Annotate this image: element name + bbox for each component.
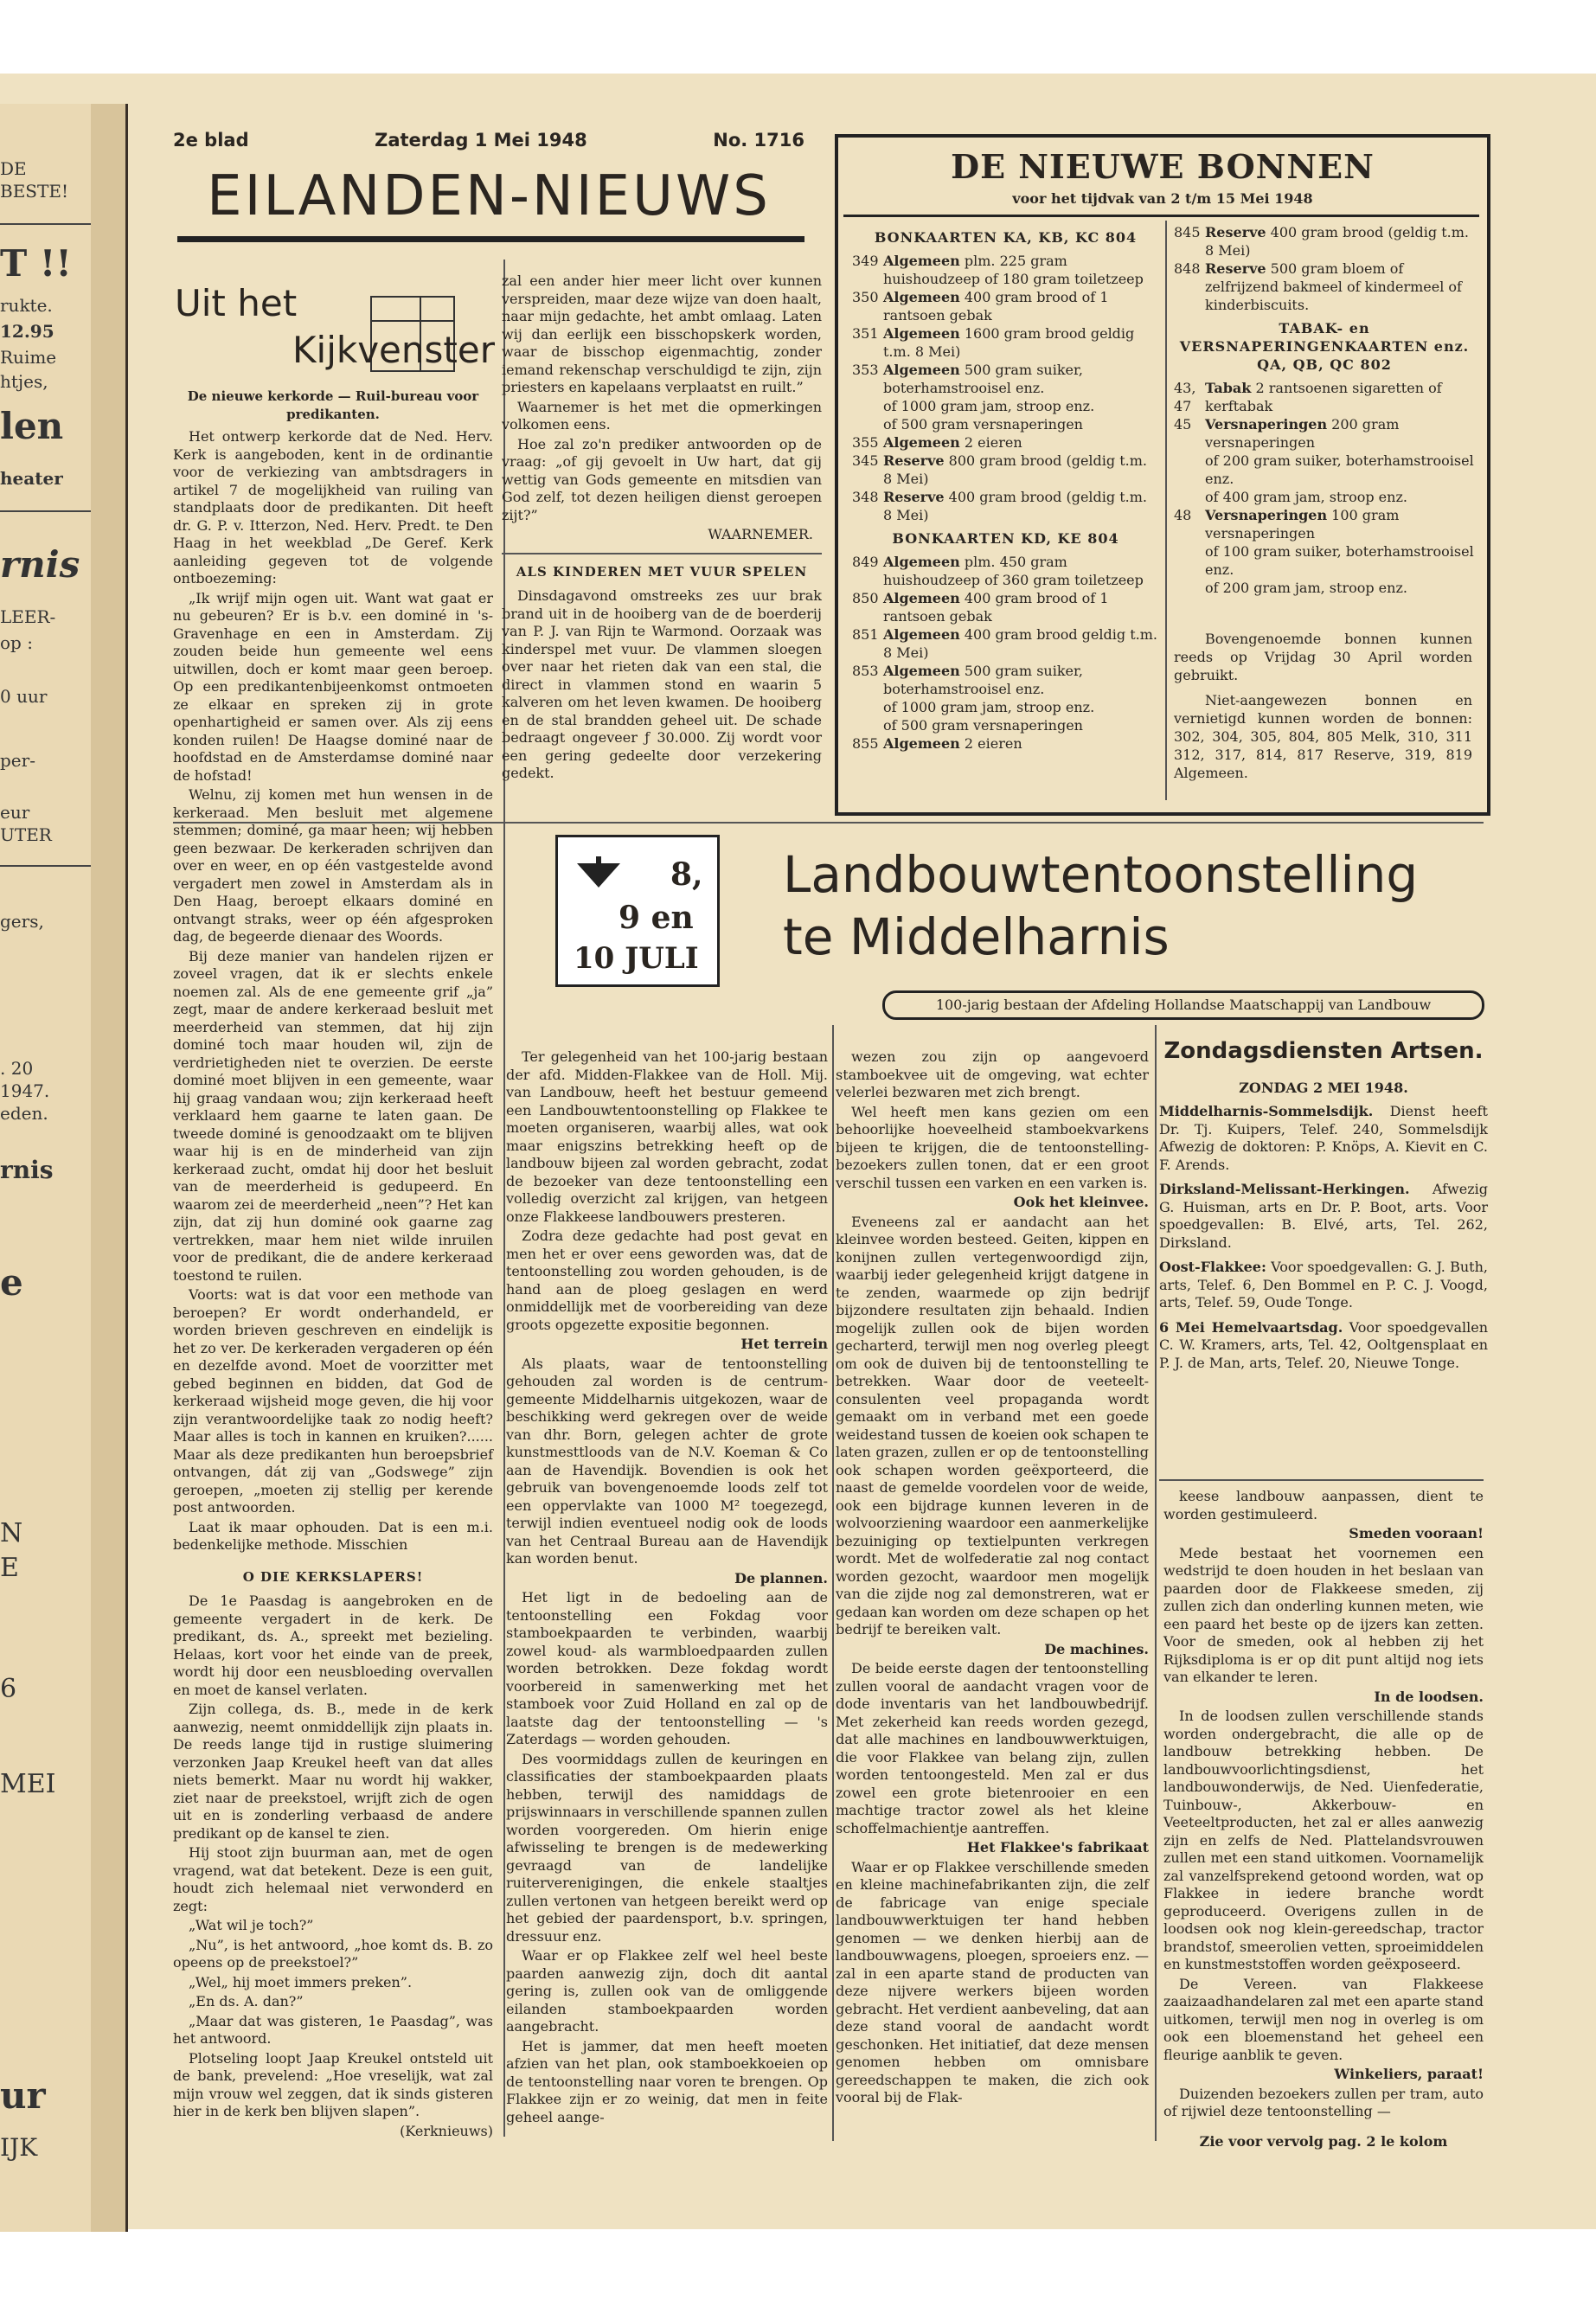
article-paragraph: „Ik wrijf mijn ogen uit. Want wat gaat er nu gebeuren? Er is b.v. een dominé in 's-Gravenhage en een in Amsterdam. Zij zouden beide hun gemeente wel eens uitwillen, doch er komt maar geen beroep. Op een predikantenbijeenkomst ontmoeten ze elkaar en spreken zij in grote openhartigheid er samen over. Als zij eens konden ruilen! De Haagse dominé naar de hoofdstad en de Amsterdamse dominé naar de hofstad!	[173, 589, 493, 784]
masthead: EILANDEN-NIEUWS	[207, 164, 771, 228]
article-paragraph: „Maar dat was gisteren, 1e Paasdag”, was het antwoord.	[173, 2012, 493, 2047]
bon-entry	[852, 433, 1159, 452]
column-rule	[1155, 1025, 1157, 2141]
bon-alternative: of 1000 gram jam, stroop enz.	[883, 699, 1095, 715]
anniversary-banner: 100-jarig bestaan der Afdeling Hollandse Maatschappij van Landbouw	[882, 990, 1484, 1020]
bon-entry	[852, 288, 1159, 324]
bon-number: 348	[852, 489, 879, 505]
artsen-entry	[1159, 1181, 1488, 1252]
article-paragraph: De beide eerste dagen der tentoonstelling zullen vooral de aandacht vragen voor de dode inventaris van het landbouwbedrijf. Met zekerheid kan reeds worden gezegd, dat alle machines en landbouwwerktuigen, die voor Flakkee van belang zijn, zullen worden tentoongesteld. Men zal er dus zowel een grote bietenrooier en een machtige tractor zowel als het kleine schoffelmachientje aantreffen.	[836, 1660, 1149, 1836]
article-paragraph: Des voormiddags zullen de keuringen en classificaties der stamboekpaarden plaats hebben, terwijl des namiddags de prijswinnaars in verschillende spannen zullen worden voorgereden. Om hierin enige afwisseling te brengen is de medewerking gevraagd van de landelijke ruiterverenigingen, die enkele staaltjes zullen vertonen van hetgeen bereikt werd op het gebied der paardensport, b.v. springen, dressuur enz.	[506, 1750, 828, 1945]
strip-fragment: Ruime	[0, 347, 57, 368]
article-paragraph: „Nu”, is het antwoord, „hoe komt ds. B. zo opeens op de preekstoel?”	[173, 1936, 493, 1971]
strip-fragment: 6	[0, 1674, 17, 1704]
bonnen-title: DE NIEUWE BONNEN	[951, 147, 1375, 186]
artsen-text: Dienst heeft Dr. Tj. Kuipers, Telef. 240, Sommelsdijk Afwezig de doktoren: P. Knöps, A. Kievit en C. F. Arends.	[1159, 1103, 1488, 1173]
article-paragraph: „En ds. A. dan?”	[189, 1993, 304, 2009]
bon-type: Reserve	[883, 489, 945, 505]
bon-type: Algemeen	[883, 325, 960, 342]
issue-number: No. 1716	[713, 130, 804, 151]
bon-entry	[852, 589, 1159, 625]
strip-fragment: rnis	[0, 1156, 54, 1184]
article-paragraph: Het is jammer, dat men heeft moeten afzien van het plan, ook stamboekkoeien op de tentoonstelling naar voren te brengen. Op Flakkee zijn er zo weinig, dat men in feite geheel aange-	[506, 2037, 828, 2125]
strip-fragment: 0 uur	[0, 686, 48, 707]
column-2	[502, 272, 822, 785]
page-gutter	[91, 104, 125, 2232]
bon-description: plm. 450 gram huishoudzeep of 360 gram toiletzeep	[883, 554, 1144, 588]
bon-number: 48	[1174, 507, 1192, 523]
bon-type: Algemeen	[883, 289, 960, 305]
bon-number: 853	[852, 663, 879, 679]
article-paragraph: „Wel„ hij moet immers preken”.	[189, 1973, 413, 1990]
strip-fragment: DE	[0, 158, 27, 179]
bon-description: 400 gram brood of 1 rantsoen gebak	[883, 590, 1109, 625]
artsen-region: 6 Mei Hemelvaartsdag.	[1159, 1318, 1343, 1336]
bon-alternative: of 500 gram versnaperingen	[883, 717, 1083, 734]
bon-entry	[1174, 223, 1475, 260]
article-paragraph: Hij stoot zijn buurman aan, met de ogen vragend, wat dat betekent. Deze is een guit, houdt zich helemaal niet verwonderd en zegt:	[173, 1844, 493, 1914]
bon-type: Algemeen	[883, 590, 960, 606]
date-box	[555, 835, 720, 987]
bon-type: Versnaperingen	[1205, 507, 1328, 523]
section-rule	[173, 822, 1484, 824]
strip-fragment: ur	[0, 2074, 46, 2117]
strip-fragment: rnis	[0, 543, 80, 586]
bon-description: 800 gram brood (geldig t.m. 8 Mei)	[883, 452, 1147, 487]
continuation-note: Zie voor vervolg pag. 2 le kolom	[1199, 2132, 1448, 2150]
article-paragraph: Welnu, zij komen met hun wensen in de kerkeraad. Men besluit met algemene stemmen; dominé, ga maar heen; wij hebben geen bezwaar. De kerkeraden schrijven dan over en weer, en op één vastgestelde avond vergadert men zowel in Amsterdam als in Den Haag, beroept elkaars dominé en ontvangt straks, weer op één afgesproken dag, de begeerde dienaar des Woords.	[173, 786, 493, 945]
subheading: De plannen.	[734, 1569, 828, 1586]
bon-type: Algemeen	[883, 434, 960, 451]
bon-description: 500 gram suiker, boterhamstrooisel enz.	[883, 362, 1083, 396]
bon-number: 349	[852, 253, 879, 269]
artsen-entry	[1159, 1103, 1488, 1174]
bon-description: 400 gram brood geldig t.m. 8 Mei)	[883, 626, 1157, 661]
bon-number: 848	[1174, 260, 1201, 277]
kijkvenster-subtitle: De nieuwe kerkorde — Ruil-bureau voor predikanten.	[187, 388, 479, 422]
bonkaart-heading: TABAK- en VERSNAPERINGENKAARTEN enz. QA, QB, QC 802	[1179, 320, 1470, 373]
bon-description: 1600 gram brood geldig t.m. 8 Mei)	[883, 325, 1135, 360]
artsen-entry	[1159, 1319, 1488, 1373]
strip-rule	[0, 865, 91, 867]
bon-description: 100 gram versnaperingen	[1205, 507, 1400, 542]
exhibition-column-2	[836, 1048, 1149, 2109]
strip-fragment: op :	[0, 632, 33, 653]
article-paragraph: Waar er op Flakkee verschillende smeden en kleine machinefabrikanten zijn, die zelf de fabricage van enige speciale landbouwwerktuigen ter hand hebben genomen — we denken hierbij aan de landbouwwagens, ploegen, sproeiers enz. — zal in een aparte stand de producten van deze nijvere werkers bijeen worden gebracht. Het verdient aanbeveling, dat aan deze stand vooral de aandacht wordt geschonken. Het initiatief, dat deze mensen genomen hebben om omnisbare gereedschappen te maken, die zich ook vooral bij de Flak-	[836, 1858, 1149, 2106]
strip-fragment: htjes,	[0, 371, 48, 392]
kerkslapers-title: O DIE KERKSLAPERS!	[242, 1568, 424, 1585]
column-rule	[832, 1025, 834, 2141]
bonnen-note: Niet-aangewezen bonnen en vernietigd kunnen worden de bonnen: 302, 304, 305, 804, 805 Melk, 310, 311 312, 317, 814, 817 Reserve, 319, 819 Algemeen.	[1174, 692, 1472, 781]
section-rule	[1159, 1479, 1484, 1481]
bon-entry	[1174, 260, 1475, 314]
strip-rule	[0, 223, 91, 225]
article-paragraph: Ter gelegenheid van het 100-jarig bestaan der afd. Midden-Flakkee van de Holl. Mij. van Landbouw, heeft het bestuur gemeend een Landbouwtentoonstelling op Flakkee te moeten organiseren, waarbij alles, wat ook maar enigszins betrekking heeft op de landbouw bijeen zal worden gebracht, zodat de bezoeker van deze tentoonstelling een volledig overzicht zal krijgen, van hetgeen onze Flakkeese landbouwers presteren.	[506, 1048, 828, 1225]
bon-type: Algemeen	[883, 735, 960, 752]
bon-alternative: of 1000 gram jam, stroop enz.	[883, 398, 1095, 414]
article-paragraph: Zijn collega, ds. B., mede in de kerk aanwezig, neemt onmiddellijk zijn plaats in. De reeds lange tijd in rustige sluimering verzonken Jaap Kreukel heeft van dat alles niets bemerkt. Maar nu wordt hij wakker, ziet naar de preekstoel, wrijft zich de ogen uit en is zonderling verbaasd de andere predikant op de kansel te zien.	[173, 1701, 493, 1842]
exhibition-date: 10 JULI	[574, 941, 699, 976]
bon-entry	[852, 625, 1159, 662]
article-paragraph: Dinsdagavond omstreeks zes uur brak brand uit in de hooiberg van de de boerderij van P. J. van Rijn te Warmond. Oorzaak was kinderspel met vuur. De vlammen sloegen over naar het rieten dak van een stal, die direct in vlammen stond en waarin 5 kalveren om het leven kwamen. De hooiberg en de stal brandden geheel uit. De schade bedraagt ongeveer ƒ 30.000. Zij wordt voor een gering gedeelte door verzekering gedekt.	[502, 587, 822, 781]
article-paragraph: Waar er op Flakkee zelf wel heel beste paarden aanwezig zijn, doch dit aantal gering is, zullen ook van de omliggende eilanden stamboekpaarden worden aangebracht.	[506, 1947, 828, 2035]
exhibition-date: 9 en	[619, 900, 694, 936]
strip-rule	[0, 510, 91, 512]
bon-number: 43, 47	[1174, 380, 1196, 414]
article-paragraph: Als plaats, waar de tentoonstelling gehouden zal worden is de centrum-gemeente Middelharnis uitgekozen, waar de beschikking werd gekregen over de weide van dhr. Born, gelegen achter de grote kunstmesttloods van de N.V. Koeman & Co aan de Havendijk. Bovendien is ook het gebruik van bovengenoemde loods zelf tot een oppervlakte van 1000 M² toegezegd, terwijl indien eventueel nodig ook de loods van het Centraal Bureau aan de Havendijk kan worden benut.	[506, 1355, 828, 1567]
bonnen-left-list	[852, 223, 1159, 753]
bon-alternative: of 200 gram suiker, boterhamstrooisel enz.	[1205, 452, 1474, 487]
artsen-date: ZONDAG 2 MEI 1948.	[1239, 1080, 1408, 1096]
artsen-text: Voor spoedgevallen C. W. Kramers, arts, Tel. 42, Ooltgensplaat en P. J. de Man, arts, Telef. 20, Nieuwe Tonge.	[1159, 1318, 1488, 1371]
bon-entry	[852, 452, 1159, 488]
bon-description: 200 gram versnaperingen	[1205, 416, 1400, 451]
bon-entry	[852, 734, 1159, 753]
bon-description: 500 gram suiker, boterhamstrooisel enz.	[883, 663, 1083, 697]
bon-alternative: of 500 gram versnaperingen	[883, 416, 1083, 433]
bon-number: 851	[852, 626, 879, 643]
bon-number: 850	[852, 590, 879, 606]
window-frame-icon	[370, 320, 453, 322]
bon-alternative: of 200 gram jam, stroop enz.	[1205, 580, 1407, 596]
article-paragraph: Hoe zal zo'n prediker antwoorden op de vraag: „of gij gevoelt in Uw hart, dat gij wettig van Gods gemeente en mitsdien van God zelf, tot dezen heiligen dienst geroepen zijt?”	[502, 435, 822, 523]
bon-entry	[1174, 415, 1475, 452]
bon-type: Versnaperingen	[1205, 416, 1328, 433]
arrow-down-icon	[577, 856, 620, 888]
article-paragraph: In de loodsen zullen verschillende stands worden ondergebracht, die alle op de landbouw betrekking hebben. De landbouwvoorlichtingsdienst, het landbouwonderwijs, de Ned. Uienfederatie, Tuinbouw-, Akkerbouw- en Veeteeltproducten, het zal er alles aanwezig zijn en zelfs de Ned. Plattelandsvrouwen zullen met een stand uitkomen. Voornamelijk zal vanzelfsprekend getoond worden, wat op Flakkee in iedere branche wordt geproduceerd. Overigens zullen in de loodsen ook nog klein-gereedschap, tractor brandstof, smeerolien vetten, sproeimiddelen en kunstmeststoffen worden geëxposeerd.	[1163, 1708, 1484, 1972]
bon-number: 855	[852, 735, 879, 752]
bonkaart-heading: BONKAARTEN KA, KB, KC 804	[874, 229, 1138, 246]
bonnen-rule	[843, 215, 1479, 217]
article-paragraph: Eveneens zal er aandacht aan het kleinvee worden besteed. Geiten, kippen en konijnen zullen vertegenwoordigd zijn, waarbij ieder gelegenheid krijgt datgene in te zenden, waarmede op zijn bedrijf bijzondere resultaten zijn behaald. Indien mogelijk zullen ook de bijen worden gecharterd, terwijl men nog overleg pleegt om ook de duiven bij de tentoonstelling te betrekken. Waar door de veeteelt-consulenten veel propaganda wordt gemaakt om in verband met een goede weidestand tussen de koeien ook schapen te laten grazen, zullen er op de tentoonstelling ook schapen worden geëxporteerd, die naast de gemelde voordelen voor de weide, ook een bijdrage kunnen leveren in de wolvoorziening waardoor een aanmerkelijke bezuiniging op textielpunten verkregen wordt. Met de wolfederatie zal nog contact worden gezocht, waardoor men mogelijk van die zijde nog zal demonstreren, wat er gedaan kan worden om deze schapen op het bedrijf te bereiken valt.	[836, 1213, 1149, 1638]
bon-description: 400 gram brood (geldig t.m. 8 Mei)	[1205, 224, 1469, 259]
bon-description: 2 eieren	[964, 434, 1022, 451]
exhibition-column-3	[1163, 1488, 1484, 2152]
strip-fragment: N	[0, 1518, 23, 1548]
bonnen-note: Bovengenoemde bonnen kunnen reeds op Vrijdag 30 April worden gebruikt.	[1174, 631, 1472, 683]
bon-description: 2 eieren	[964, 735, 1022, 752]
artsen-text: Afwezig G. Huisman, arts en Dr. P. Boot, arts. Voor spoedgevallen: B. Elvé, arts, Tel. 262, Dirksland.	[1159, 1181, 1488, 1251]
page-label: 2e blad	[173, 130, 249, 151]
article-signature: WAARNEMER.	[708, 526, 813, 542]
strip-fragment: 12.95	[0, 321, 54, 342]
subheading: Ook het kleinvee.	[1013, 1194, 1149, 1210]
bonkaart-heading: BONKAARTEN KD, KE 804	[892, 530, 1119, 547]
strip-fragment: T !!	[0, 242, 72, 285]
bonnen-subtitle: voor het tijdvak van 2 t/m 15 Mei 1948	[1012, 190, 1313, 207]
article-paragraph: Voorts: wat is dat voor een methode van beroepen? Er wordt onderhandeld, er worden brieven geschreven en eindelijk is het zo ver. De kerkeraden vergaderen op één en dezelfde avond. Moet de voorzitter met gebed beginnen en bidden, dat God de kerkeraad wijsheid moge geven, die hij voor zijn verantwoordelijke taak zo nodig heeft? Maar alles is toch in kannen en kruiken?...... Maar als deze predikanten hun beroepsbrief ontvangen, dát zij van „Godswege” zijn geroepen, „moeten zij stellig per kerende post antwoorden.	[173, 1286, 493, 1516]
section-rule	[502, 553, 822, 554]
article-paragraph: De Vereen. van Flakkeese zaaizaadhandelaren zal met een aparte stand uitkomen, terwijl men nog in overleg is om ook een bloemenstand het geheel een fleurige aanblik te geven.	[1163, 1975, 1484, 2063]
article-paragraph: Wel heeft men kans gezien om een behoorlijke hoeveelheid stamboekvarkens bijeen te krijgen, die de tentoonstelling-bezoekers zullen tonen, dat er een groot verschil tussen een varken en een varken is.	[836, 1103, 1149, 1191]
strip-fragment: . 20	[0, 1058, 34, 1079]
article-paragraph: Plotseling loopt Jaap Kreukel ontsteld uit de bank, prevelend: „Hoe vreselijk, wat zal mijn vrouw wel zeggen, dat ik sinds gisteren hier in de kerk ben blijven slapen”.	[173, 2049, 493, 2119]
article-source: (Kerknieuws)	[400, 2122, 493, 2139]
artsen-entry	[1159, 1259, 1488, 1312]
subheading: Het Flakkee's fabrikaat	[966, 1839, 1149, 1856]
strip-fragment: heater	[0, 468, 63, 489]
bon-number: 45	[1174, 416, 1192, 433]
bon-number: 849	[852, 554, 879, 570]
exhibition-column-1	[506, 1048, 828, 2128]
exhibition-title-line: te Middelharnis	[783, 907, 1170, 966]
subheading: In de loodsen.	[1374, 1688, 1484, 1705]
bonnen-right-list	[1174, 223, 1475, 597]
article-paragraph: Waarnemer is het met die opmerkingen volkomen eens.	[502, 398, 822, 433]
bon-entry	[852, 252, 1159, 288]
kijkvenster-word1: Uit het	[175, 282, 298, 324]
artsen-region: Dirksland-Melissant-Herkingen.	[1159, 1181, 1410, 1197]
bon-description: plm. 225 gram huishoudzeep of 180 gram toiletzeep	[883, 253, 1144, 287]
strip-fragment: e	[0, 1261, 23, 1304]
artsen-text: Voor spoedgevallen: G. J. Buth, arts, Telef. 6, Den Bommel en P. C. J. Voogd, arts, Telef. 59, Oude Tonge.	[1159, 1259, 1489, 1311]
bon-entry	[1174, 506, 1475, 542]
strip-fragment: rukte.	[0, 295, 53, 316]
bon-number: 345	[852, 452, 879, 469]
artsen-list	[1159, 1103, 1488, 1372]
bon-type: Reserve	[1205, 260, 1266, 277]
bon-type: Algemeen	[883, 253, 960, 269]
strip-fragment: BESTE!	[0, 181, 68, 202]
bon-entry	[852, 488, 1159, 524]
bon-entry	[852, 361, 1159, 397]
exhibition-date: 8,	[670, 856, 703, 893]
bon-entry	[852, 662, 1159, 698]
bon-type: Algemeen	[883, 663, 960, 679]
strip-fragment: len	[0, 405, 64, 447]
bon-description: 2 rantsoenen sigaretten of kerftabak	[1205, 380, 1442, 414]
column-1	[173, 388, 493, 2140]
exhibition-title	[783, 843, 1418, 968]
header-line	[173, 130, 804, 151]
strip-fragment: LEER-	[0, 606, 56, 627]
article-paragraph: Bij deze manier van handelen rijzen er zoveel vragen, dat ik er slechts enkele noemen zal. Als de ene gemeente grif „ja” zegt, maar de andere kerkeraad besluit met meerderheid van stemmen, dat hij zijn dominé toch maar houden wil, zijn de verdrietigheden niet te overzien. De eerste dominé moet blijven in een gemeente, waar hij graag vandaan wou; zijn kerkeraad heeft verklaard hem gaarne te laten gaan. De tweede dominé is genoodzaakt om te blijven waar hij is en de minderheid van zijn kerkeraad zucht, omdat hij door het besluit van de meerderheid is gedupeerd. En waarom zei de meerderheid „neen”? Het kan zijn, dat zij hun dominé ook gaarne zag vertrekken, maar hem niet wilde inruilen voor de predikant, die de andere kerkeraad toestond te ruilen.	[173, 947, 493, 1284]
bonnen-divider	[1165, 221, 1167, 800]
bon-type: Tabak	[1205, 380, 1252, 396]
bon-type: Reserve	[883, 452, 945, 469]
brand-title: ALS KINDEREN MET VUUR SPELEN	[516, 563, 808, 580]
bon-type: Reserve	[1205, 224, 1266, 240]
article-paragraph: Duizenden bezoekers zullen per tram, auto of rijwiel deze tentoonstelling —	[1163, 2085, 1484, 2119]
masthead-rule	[177, 236, 804, 242]
article-paragraph: De 1e Paasdag is aangebroken en de gemeente vergadert in de kerk. De predikant, ds. A., spreekt met bezieling. Helaas, kort voor het einde van de preek, wordt hij door een neusbloeding overvallen en moet de kansel verlaten.	[173, 1593, 493, 1698]
article-paragraph: „Wat wil je toch?”	[189, 1917, 314, 1933]
strip-fragment: 1947.	[0, 1080, 50, 1101]
kijkvenster-heading	[173, 277, 493, 372]
bon-number: 350	[852, 289, 879, 305]
bon-alternative: of 400 gram jam, stroop enz.	[1205, 489, 1407, 505]
subheading: De machines.	[1044, 1640, 1149, 1657]
bonnen-notes	[1174, 630, 1472, 782]
article-paragraph: Mede bestaat het voornemen een wedstrijd te doen houden in het beslaan van paarden door de Flakkeese smeden, zij zullen zich dan onderling kunnen meten, wie een paard het beste op de ijzers kan zetten. Voor de smeden, ook al hebben zij het Rijksdiploma is er op dit punt altijd nog iets van elkander te leren.	[1163, 1544, 1484, 1685]
article-paragraph: zal een ander hier meer licht over kunnen verspreiden, maar deze wijze van doen haalt, naar mijn gedachte, het ambt omlaag. Laten wij dan eerlijk een bisschopskerk worden, waar de bisschop eigenmachtig, zonder iemand rekenschap verschuldigd te zijn, zijn priesters en kapelaans verplaatst en ruilt.”	[502, 272, 822, 395]
strip-fragment: UTER	[0, 824, 52, 845]
bon-alternative: of 100 gram suiker, boterhamstrooisel enz.	[1205, 543, 1474, 578]
article-paragraph: wezen zou zijn op aangevoerd stamboekvee uit de omgeving, wat echter velerlei bezwaren met zich brengt.	[836, 1048, 1149, 1100]
artsen-title: Zondagsdiensten Artsen.	[1163, 1038, 1484, 1064]
article-paragraph: Het ontwerp kerkorde dat de Ned. Herv. Kerk is aangeboden, kent in de ordinantie voor de verkiezing van ambtsdragers in artikel 7 de mogelijkheid van ruiling van standplaats door de predikanten. Dit heeft dr. G. P. v. Itterzon, Ned. Herv. Predt. te Den Haag in het weekblad „De Geref. Kerk aanleiding gegeven tot de volgende ontboezeming:	[173, 428, 493, 586]
subheading: Het terrein	[740, 1336, 828, 1352]
bon-description: 500 gram bloem of zelfrijzend bakmeel of kindermeel of kinderbiscuits.	[1205, 260, 1462, 313]
bon-description: 400 gram brood of 1 rantsoen gebak	[883, 289, 1109, 324]
strip-fragment: eden.	[0, 1103, 48, 1124]
strip-fragment: IJK	[0, 2133, 38, 2162]
issue-date: Zaterdag 1 Mei 1948	[375, 130, 587, 151]
artsen-region: Middelharnis-Sommelsdijk.	[1159, 1103, 1374, 1119]
article-paragraph: Laat ik maar ophouden. Dat is een m.i. bedenkelijke methode. Misschien	[173, 1518, 493, 1553]
bon-type: Algemeen	[883, 554, 960, 570]
bon-type: Algemeen	[883, 626, 960, 643]
bon-entry	[852, 553, 1159, 589]
bon-number: 351	[852, 325, 879, 342]
bon-number: 845	[1174, 224, 1201, 240]
strip-fragment: per-	[0, 750, 35, 771]
strip-fragment: E	[0, 1553, 19, 1583]
kijkvenster-word2: Kijkvenster	[292, 329, 495, 371]
bon-number: 353	[852, 362, 879, 378]
article-paragraph: Zodra deze gedachte had post gevat en men het er over eens geworden was, dat de tentoonstelling zou worden gehouden, is de hand aan de ploeg geslagen en werd onmiddellijk met de voorbereiding van deze groots opgezette expositie begonnen.	[506, 1227, 828, 1333]
strip-fragment: MEI	[0, 1769, 56, 1799]
artsen-region: Oost-Flakkee:	[1159, 1259, 1266, 1275]
article-paragraph: Het ligt in de bedoeling aan de tentoonstelling een Fokdag voor stamboekpaarden te verbinden, waarbij zowel koud- als warmbloedpaarden zullen worden betrokken. Deze fokdag wordt voorbereid in samenwerking met het stamboek voor Zuid Holland en zal op de laatste dag der tentoonstelling — 's Zaterdags — worden gehouden.	[506, 1589, 828, 1747]
subheading: Smeden vooraan!	[1349, 1525, 1484, 1541]
bon-description: 400 gram brood (geldig t.m. 8 Mei)	[883, 489, 1147, 523]
bon-entry	[1174, 379, 1475, 415]
bon-entry	[852, 324, 1159, 361]
subheading: Winkeliers, paraat!	[1334, 2066, 1484, 2082]
bon-number: 355	[852, 434, 879, 451]
strip-fragment: eur	[0, 802, 30, 823]
bon-type: Algemeen	[883, 362, 960, 378]
exhibition-title-line: Landbouwtentoonstelling	[783, 845, 1419, 904]
article-paragraph: keese landbouw aanpassen, dient te worden gestimuleerd.	[1163, 1488, 1484, 1522]
artsen-box	[1159, 1038, 1488, 1379]
strip-fragment: gers,	[0, 911, 44, 932]
